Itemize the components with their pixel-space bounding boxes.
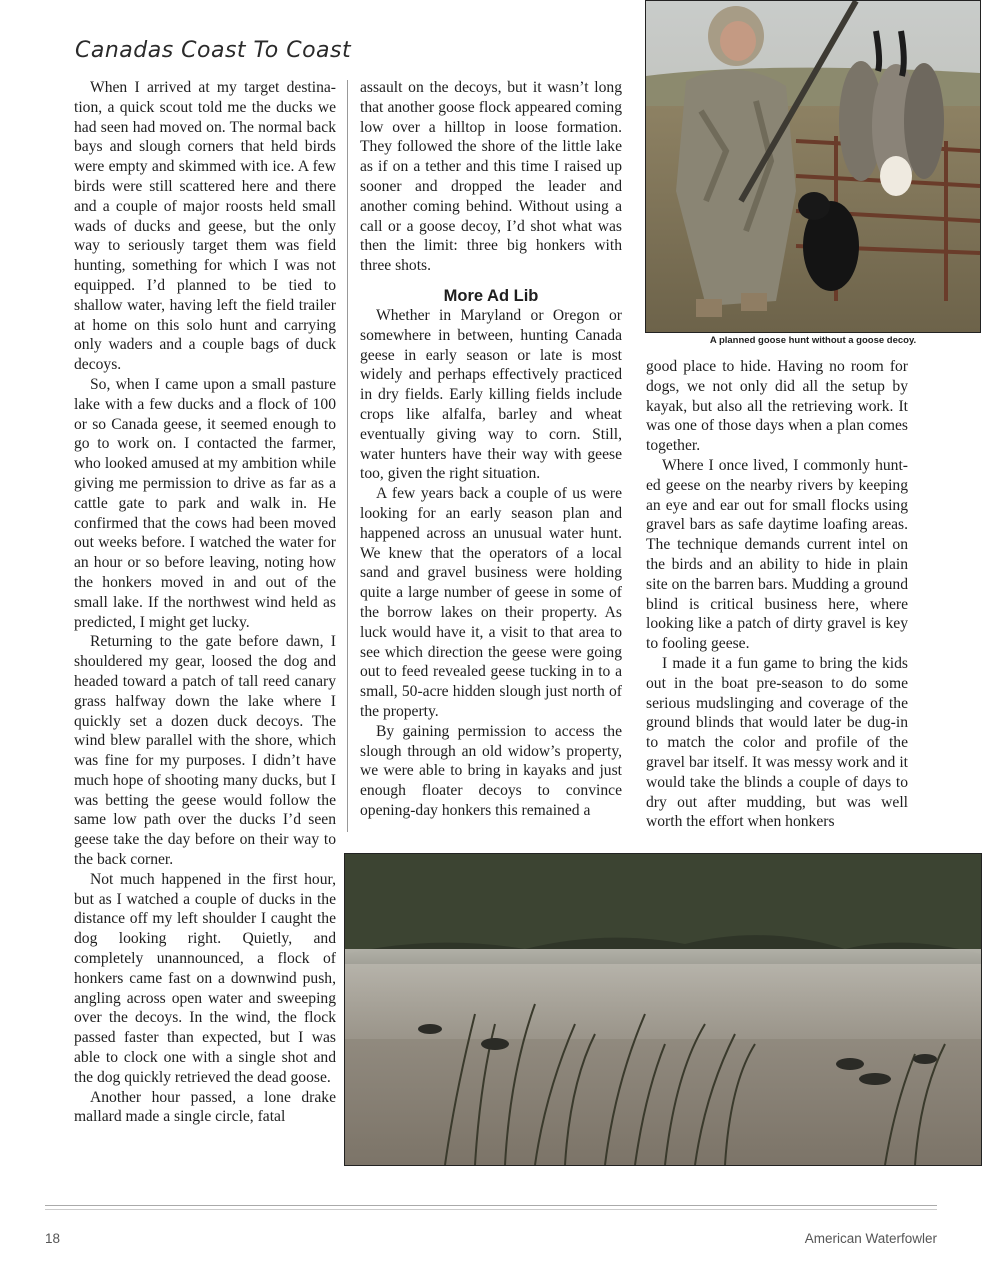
paragraph: Not much happened in the first hour, but as I watched a couple of ducks in the distance off my left shoulder I caught the dog looking right. Quietly, and completely unannounced, a flock of honkers came fast on a downwind push, angling across open water and sweeping over the decoys. In the wind, the flock passed faster than expected, but I was able to clock one with a single shot and the dog quickly retrieved the dead goose. xyxy=(74,870,336,1086)
article-column-2 xyxy=(360,78,622,821)
paragraph: So, when I came upon a small pasture lake with a few ducks and a flock of 100 or so Canada geese, it seemed enough to go to work on. I contacted the farmer, who looked amused at my ambition while giving me permission to drive as far as a cattle gate to park and walk in. He confirmed that the cows had been moved out weeks before. I watched the water for an hour or so before leaving, noting how the honkers moved in and out of the small lake. If the northwest wind held as predicted, I might get lucky. xyxy=(74,375,336,631)
footer-divider xyxy=(45,1209,937,1210)
article-column-3 xyxy=(646,357,908,832)
article-title: Canadas Coast To Coast xyxy=(75,38,352,63)
paragraph: I made it a fun game to bring the kids out in the boat pre-season to do some serious mudslinging and coverage of the ground blinds that would later be dug-in to match the color and profile of the gravel bar itself. It was messy work and it would take the blinds a couple of days to dry out after mudding, but was well worth the effort when honkers xyxy=(646,654,908,831)
hunter-photo xyxy=(645,0,981,333)
photo-caption: A planned goose hunt without a goose decoy. xyxy=(709,335,917,346)
column-divider xyxy=(347,80,348,832)
paragraph: Where I once lived, I commonly hunted geese on the nearby rivers by keeping an eye and ear out for small flocks using gravel bars as safe daytime loafing areas. The technique demands current intel on the birds and an ability to hide in plain site on the barren bars. Mudding a ground blind is critical business here, where looking like a patch of dirty gravel is key to fooling geese. xyxy=(646,456,908,653)
paragraph: By gaining permission to access the slough through an old widow’s property, we were able to bring in kayaks and just enough floater decoys to convince opening-day honkers this remained a xyxy=(360,722,622,819)
paragraph: Whether in Maryland or Oregon or somewhere in between, hunting Canada geese in early season or late is most widely and perhaps effectively practiced in dry fields. Early killing fields include crops like alfalfa, barley and wheat eventually giving way to corn. Still, water hunters have their way with geese too, given the right situation. xyxy=(360,306,622,483)
section-subhead: More Ad Lib xyxy=(443,286,539,305)
page-number: 18 xyxy=(45,1231,61,1246)
paragraph: When I arrived at my target destination, a quick scout told me the ducks we had seen had moved on. The normal back bays and slough corners that held birds were empty and skimmed with ice. A few birds were still scattered here and there and a couple of major roosts held small wads of ducks and geese, but the only way to seriously target them was field hunting, something for which I was not equipped. I’d planned to be tied to shallow water, having left the field trailer at home on this solo hunt and carrying only waders and a couple bags of duck decoys. xyxy=(74,79,336,374)
article-column-1 xyxy=(74,78,336,1127)
paragraph: Another hour passed, a lone drake mallard made a single circle, fatal xyxy=(74,1088,336,1126)
paragraph: Returning to the gate before dawn, I shouldered my gear, loosed the dog and headed toward a patch of tall reed canary grass halfway down the lake where I quickly set a dozen duck decoys. The wind blew parallel with the shore, which was fine for my purposes. I didn’t have much hope of shooting many ducks, but I was betting the geese would follow the same low path over the ducks I’d seen geese take the day before on their way to the back corner. xyxy=(74,633,336,869)
footer-divider xyxy=(45,1205,937,1206)
paragraph: assault on the decoys, but it wasn’t long that another goose flock appeared coming low over a hilltop in loose formation. They followed the shore of the little lake as if on a tether and this time I raised up sooner and dropped the leader and another coming behind. Without using a call or a goose decoy, I’d shot what was then the limit: three big honkers with three shots. xyxy=(360,79,622,275)
paragraph: A few years back a couple of us were looking for an early season plan and happened across an unusual water hunt. We knew that the operators of a local sand and gravel business were holding quite a large number of geese in some of the borrow lakes on their property. As luck would have it, a visit to that area to see which direction the geese were going out to feed revealed geese tucking in to a small, 50-acre hidden slough just north of the property. xyxy=(360,485,622,720)
paragraph: good place to hide. Having no room for dogs, we not only did all the setup by kayak, but also all the retrieving work. It was one of those days when a plan comes together. xyxy=(646,358,908,455)
publication-name: American Waterfowler xyxy=(804,1231,937,1246)
misty-lake-photo xyxy=(344,853,982,1166)
